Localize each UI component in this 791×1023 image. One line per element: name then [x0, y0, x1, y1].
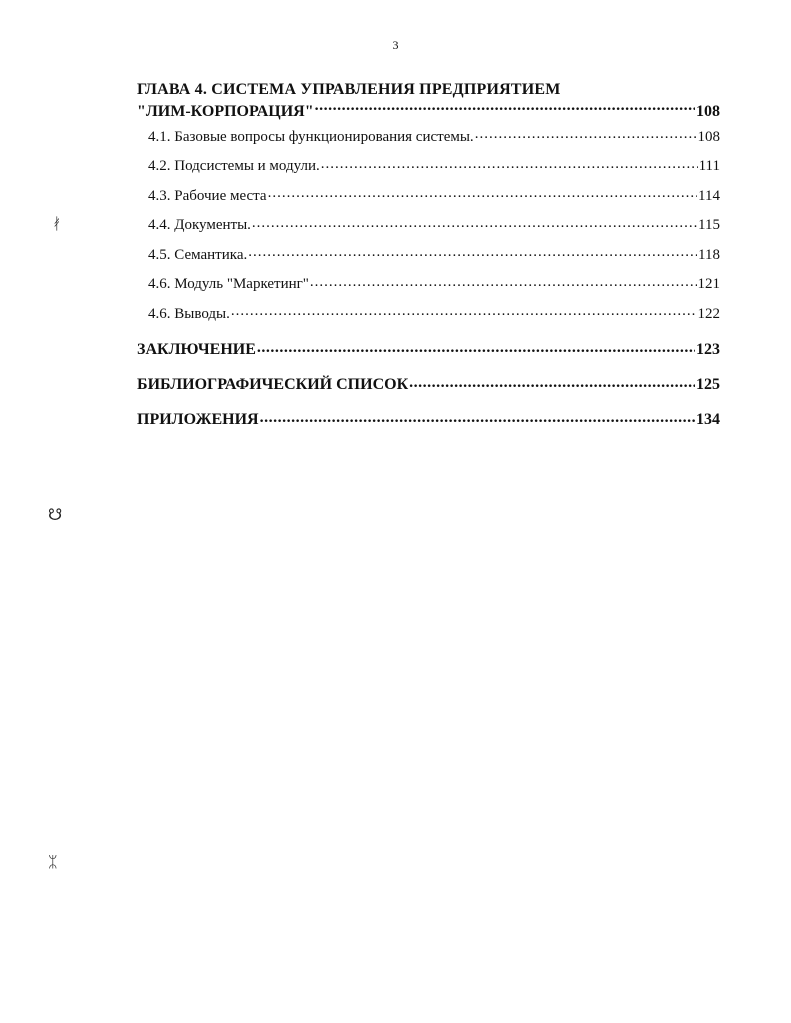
section-page: 123	[696, 341, 720, 358]
chapter-title-line2: "ЛИМ-КОРПОРАЦИЯ"	[137, 103, 314, 120]
dot-leader	[257, 342, 695, 358]
dot-leader	[321, 159, 698, 174]
dot-leader	[310, 277, 697, 292]
section-label: ЗАКЛЮЧЕНИЕ	[137, 341, 256, 358]
chapter-entries	[137, 122, 720, 329]
toc-entry-label: 4.2. Подсистемы и модули.	[148, 158, 320, 175]
toc-entry-label: 4.6. Выводы.	[148, 305, 230, 322]
toc-entry[interactable]	[148, 270, 720, 300]
toc-section-bibliography[interactable]	[137, 368, 720, 403]
toc-entry-page: 111	[698, 158, 720, 175]
dot-leader	[248, 247, 697, 262]
dot-leader	[231, 306, 697, 321]
toc-entry-page: 118	[698, 246, 720, 263]
chapter-title-line1: ГЛАВА 4. СИСТЕМА УПРАВЛЕНИЯ ПРЕДПРИЯТИЕМ	[137, 81, 561, 98]
chapter-title-row[interactable]	[137, 100, 720, 122]
dot-leader	[409, 377, 695, 393]
table-of-contents	[137, 80, 720, 438]
toc-entry-label: 4.3. Рабочие места	[148, 187, 267, 204]
toc-entry-page: 121	[697, 276, 720, 293]
chapter-4-block	[137, 80, 720, 329]
toc-section-conclusion[interactable]	[137, 333, 720, 368]
dot-leader	[475, 129, 697, 144]
page-number: 3	[392, 38, 399, 52]
toc-entry-page: 114	[698, 187, 720, 204]
dot-leader	[260, 412, 695, 428]
chapter-page-number: 108	[696, 103, 720, 120]
scan-mark-icon: ᚯ	[52, 214, 62, 233]
toc-entry-label: 4.4. Документы.	[148, 217, 251, 234]
dot-leader	[268, 188, 697, 203]
toc-entry[interactable]	[148, 181, 720, 211]
toc-entry[interactable]	[148, 240, 720, 270]
scan-mark-icon: ᛯ	[48, 852, 58, 871]
dot-leader	[315, 100, 695, 116]
section-label: ПРИЛОЖЕНИЯ	[137, 411, 259, 428]
toc-entry-label: 4.5. Семантика.	[148, 246, 248, 263]
toc-entry-page: 108	[697, 128, 720, 145]
section-label: БИБЛИОГРАФИЧЕСКИЙ СПИСОК	[137, 376, 409, 393]
toc-entry-label: 4.1. Базовые вопросы функционирования системы.	[148, 128, 474, 145]
dot-leader	[252, 218, 697, 233]
toc-entry[interactable]	[148, 122, 720, 152]
scan-mark-icon: ☋	[48, 505, 63, 524]
toc-entry[interactable]	[148, 211, 720, 241]
toc-entry[interactable]	[148, 299, 720, 329]
toc-entry[interactable]	[148, 152, 720, 182]
section-page: 125	[696, 376, 720, 393]
toc-entry-page: 122	[697, 305, 720, 322]
section-page: 134	[696, 411, 720, 428]
toc-entry-page: 115	[698, 217, 720, 234]
toc-entry-label: 4.6. Модуль "Маркетинг"	[148, 276, 309, 293]
toc-section-appendices[interactable]	[137, 403, 720, 438]
